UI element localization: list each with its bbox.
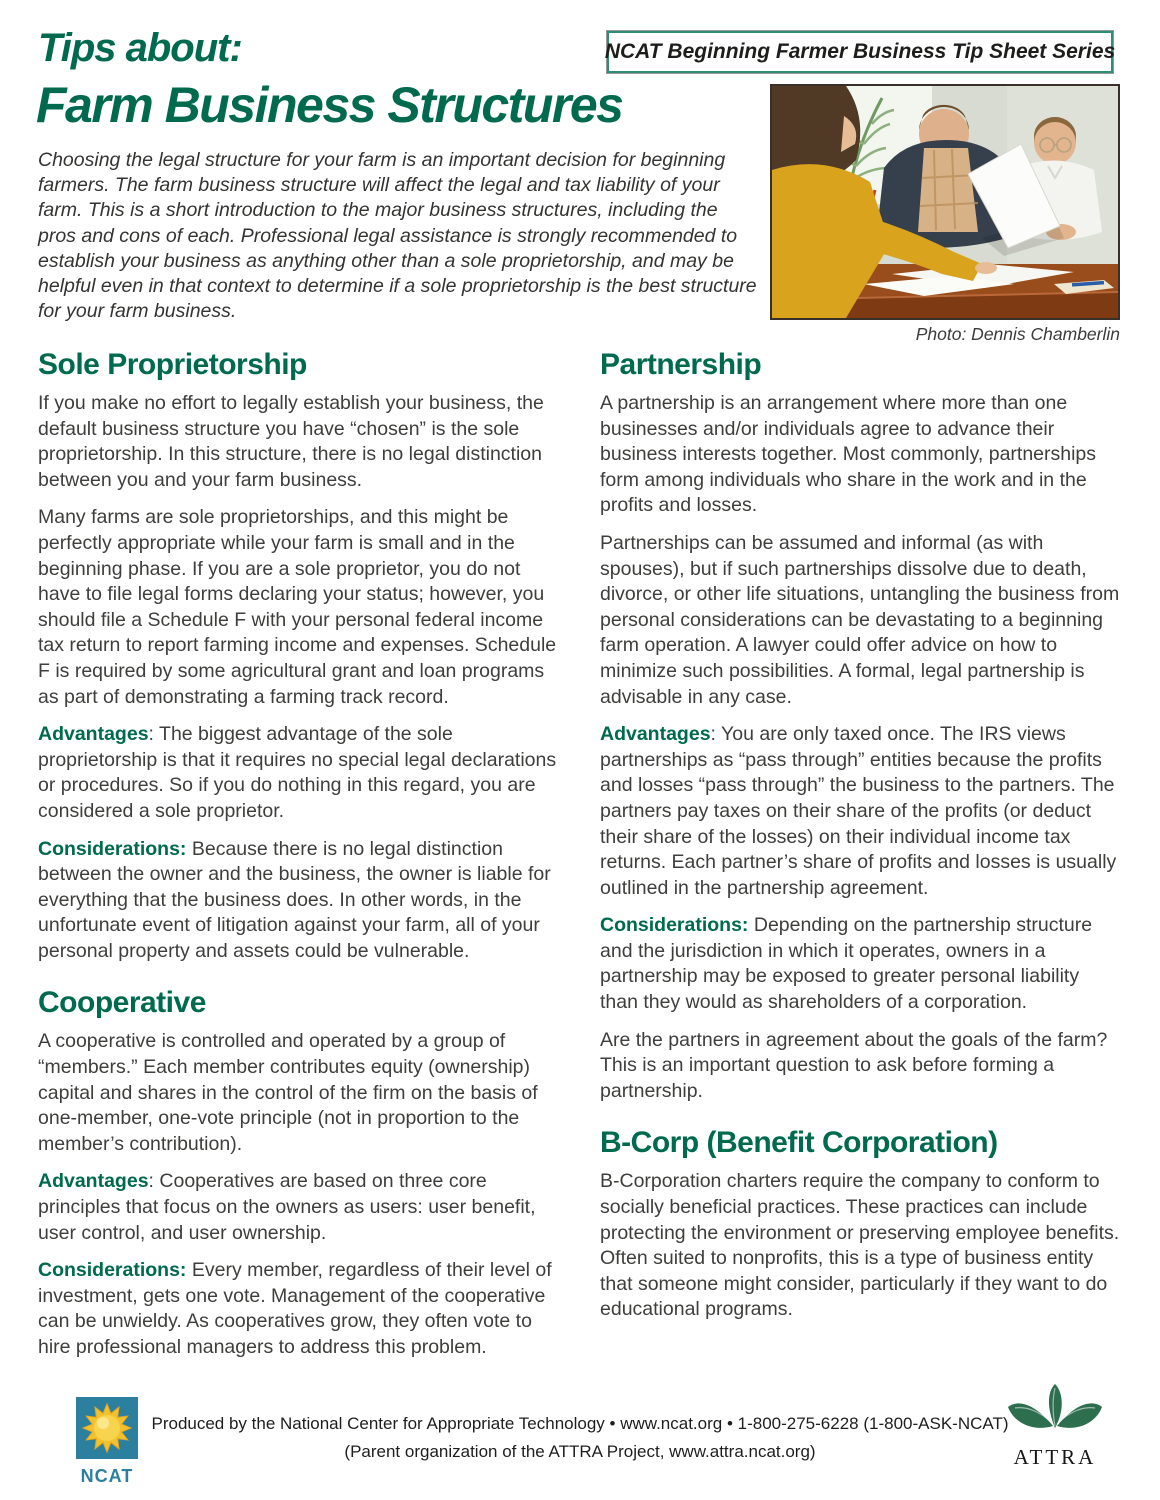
paragraph xyxy=(600,1169,1122,1323)
paragraph-text: Partnerships can be assumed and informal (as with spouses), but if such partnerships dissolve due to death, divorce, or other life situations, untangling the business from personal considerations can be devastating to a beginning farm operation. A lawyer could offer advice on how to minimize such possibilities. A formal, legal partnership is advisable in any case. xyxy=(600,531,1120,708)
lead-in-label: Considerations: xyxy=(600,914,749,937)
lead-in-separator: : xyxy=(148,1170,160,1193)
paragraph-text: A cooperative is controlled and operated by a group of “members.” Each member contributes equity (ownership) capital and shares in the control of the firm on the basis of one-member, one-vote principle (not in proportion to the member’s contribution). xyxy=(38,1030,538,1155)
attra-logo-label: ATTRA xyxy=(1013,1445,1097,1469)
farm-meeting-photo xyxy=(770,84,1120,320)
lead-in-label: Advantages xyxy=(600,723,711,746)
lead-in-label: Considerations: xyxy=(38,1259,187,1282)
paragraph-considerations xyxy=(38,1258,568,1360)
footer-credit-line-1: Produced by the National Center for Appropriate Technology • www.ncat.org • 1-800-275-6228 (1-800-ASK-NCAT) xyxy=(151,1414,1009,1433)
paragraph-advantages xyxy=(38,1169,568,1246)
section-b-corp xyxy=(600,1126,1122,1323)
section-heading: B-Corp (Benefit Corporation) xyxy=(600,1126,998,1160)
paragraph-text: Many farms are sole proprietorships, and this might be perfectly appropriate while your farm is small and in the beginning phase. If you are a sole proprietor, you do not have to file legal forms declaring your status; however, you should file a Schedule F with your personal federal income tax return to report farming income and expenses. Schedule F is required by some agricultural grant and loan programs as part of demonstrating a farming track record. xyxy=(38,506,557,708)
section-heading: Cooperative xyxy=(38,986,206,1020)
section-partnership xyxy=(600,348,1122,1104)
paragraph-text: The biggest advantage of the sole proprietorship is that it requires no special legal declarations or procedures. So if you do nothing in this regard, you are considered a sole proprietor. xyxy=(38,723,557,822)
paragraph xyxy=(38,505,568,710)
attra-leaves-icon xyxy=(1005,1382,1105,1440)
ncat-sun-icon xyxy=(74,1396,140,1460)
lead-in-label: Advantages xyxy=(38,723,149,746)
section-heading: Partnership xyxy=(600,348,762,381)
left-column xyxy=(38,348,568,1361)
paragraph-text: A partnership is an arrangement where more than one businesses and/or individuals agree to advance their business interests together. Most commonly, partnerships form among individuals who share in the work and in the profits and losses. xyxy=(600,392,1097,517)
ncat-logo-label: NCAT xyxy=(80,1466,134,1486)
paragraph xyxy=(600,1028,1122,1105)
section-heading: Sole Proprietorship xyxy=(38,348,307,381)
paragraph-text: Every member, regardless of their level of investment, gets one vote. Management of the cooperative can be unwieldy. As cooperatives grow, they often vote to hire professional managers to address this problem. xyxy=(38,1259,552,1358)
series-banner: NCAT Beginning Farmer Business Tip Sheet Series xyxy=(607,31,1113,73)
paragraph-text: Are the partners in agreement about the goals of the farm? This is an important question to ask before forming a partnership. xyxy=(600,1028,1108,1102)
paragraph xyxy=(600,531,1122,710)
photo-caption: Photo: Dennis Chamberlin xyxy=(915,324,1120,344)
paragraph-text: Depending on the partnership structure and the jurisdiction in which it operates, owners in a partnership may be exposed to greater personal liability than they would as shareholders of a corporation. xyxy=(600,914,1093,1014)
lead-in-label: Advantages xyxy=(38,1170,149,1193)
lead-in-separator: : xyxy=(148,723,160,746)
kicker-title: Tips about: xyxy=(38,26,242,70)
paragraph-text: You are only taxed once. The IRS views partnerships as “pass through” entities because the profits and losses “pass through” the business to the partners. The partners pay taxes on their share of the profits (or deduct their share of the losses) on their individual income tax returns. Each partner’s share of profits and losses is usually outlined in the partnership agreement. xyxy=(600,723,1117,899)
paragraph xyxy=(38,391,568,493)
paragraph-text: Because there is no legal distinction between the owner and the business, the owner is liable for everything that the business does. In other words, in the unfortunate event of litigation against your farm, all of your personal property and assets could be vulnerable. xyxy=(38,837,551,962)
lead-in-label: Considerations: xyxy=(38,837,187,860)
paragraph-advantages xyxy=(38,722,568,824)
ncat-logo xyxy=(72,1396,142,1487)
section-sole-proprietorship xyxy=(38,348,568,964)
paragraph-considerations xyxy=(600,913,1122,1015)
footer-credit-line-2: (Parent organization of the ATTRA Project, www.attra.ncat.org) xyxy=(344,1442,816,1461)
paragraph-text: Cooperatives are based on three core principles that focus on the owners as users: user benefit, user control, and user ownership. xyxy=(38,1170,536,1244)
paragraph xyxy=(38,1029,568,1157)
right-column xyxy=(600,348,1122,1323)
paragraph-advantages xyxy=(600,722,1122,901)
photo-illustration xyxy=(772,86,1118,318)
footer-credits xyxy=(150,1410,1010,1466)
paragraph-considerations xyxy=(38,837,568,965)
paragraph-text: If you make no effort to legally establish your business, the default business structure you have “chosen” is the sole proprietorship. In this structure, there is no legal distinction between you and your farm business. xyxy=(38,392,544,491)
intro-paragraph: Choosing the legal structure for your farm is an important decision for beginning farmers. The farm business structure will affect the legal and tax liability of your farm. This is a short introduction to the major business structures, including the pros and cons of each. Professional legal assistance is strongly recommended to establish your business as anything other than a sole proprietorship, and may be helpful even in that context to determine if a sole proprietorship is the best structure for your farm business. xyxy=(38,149,757,323)
section-cooperative xyxy=(38,986,568,1360)
attra-logo xyxy=(1000,1382,1110,1470)
lead-in-separator: : xyxy=(710,723,722,746)
paragraph-text: B-Corporation charters require the company to conform to socially beneficial practices. These practices can include protecting the environment or preserving employee benefits. Often suited to nonprofits, this is a type of business entity that someone might consider, particularly if they want to do educational programs. xyxy=(600,1170,1120,1321)
page-title: Farm Business Structures xyxy=(36,77,623,133)
paragraph xyxy=(600,391,1122,519)
